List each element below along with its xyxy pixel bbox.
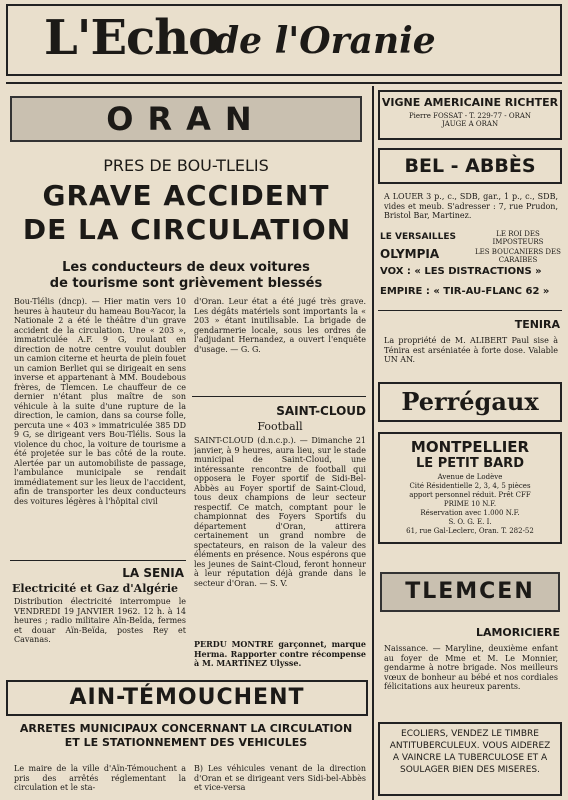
bel-abbes-banner: BEL - ABBÈS xyxy=(378,148,562,184)
la-senia-notice: Distribution électricité interrompue le VENDREDI 19 JANVIER 1962. 12 h. à 14 heures ; radio militaire Aïn-Beïda, fermes et douar Aïn-Beïda, postes Rey et Cavanas. xyxy=(14,597,186,643)
cinema-empire: EMPIRE : « TIR-AU-FLANC 62 » xyxy=(380,286,550,297)
masthead-divider xyxy=(6,82,562,84)
ain-headline-line2: ET LE STATIONNEMENT DES VEHICULES xyxy=(64,736,308,749)
oran-subhead-line2: de tourisme sont grièvement blessés xyxy=(49,276,323,291)
oran-section-banner: ORAN xyxy=(10,96,362,142)
ain-article-col2: B) Les véhicules venant de la direction d'Oran et se dirigeant vers Sidi-bel-Abbès et vice-versa xyxy=(194,764,366,792)
montpellier-title: MONTPELLIER xyxy=(410,438,530,456)
saint-cloud-subtitle: Football xyxy=(257,420,303,433)
la-senia-title: LA SENIA xyxy=(122,566,184,580)
vigne-ad-line1: Pierre FOSSAT - T. 229-77 - ORAN xyxy=(408,112,532,120)
montpellier-line5: Réservation avec 1.000 N.F. xyxy=(420,509,520,517)
saint-cloud-article: SAINT-CLOUD (d.n.c.p.). — Dimanche 21 janvier, à 9 heures, aura lieu, sur le stade municipal de Saint-Cloud, une intéressante rencontre de football qui opposera le Foyer sportif de Sidi-Bel-Abbès au Foyer sportif de Saint-Cloud, tous deux champions de leur secteur respectif. Ce match, comptant pour le championnat des Foyers Sportifs du département d'Oran, attirera certainement un grand nombre de spectateurs, en raison de la valeur des éléments en présence. Nous espérons que les jeunes de Saint-Cloud, feront honneur à leur réputation déjà grande dans le secteur d'Oran. — S. V. xyxy=(194,436,366,588)
cinema-versailles: LE VERSAILLES xyxy=(380,232,456,242)
petit-bard-title: LE PETIT BARD xyxy=(416,456,524,471)
la-senia-subtitle: Electricité et Gaz d'Algérie xyxy=(12,582,179,595)
masthead-title-part1: L'Echo xyxy=(44,10,220,66)
montpellier-line7: 61, rue Gal-Leclerc, Oran. T. 282-52 xyxy=(406,527,534,535)
lamoriciere-birth-notice: Naissance. — Maryline, deuxième enfant au foyer de Mme et M. Le Monnier, gendarme à notre brigade. Nos meilleurs vœux de bonheur au bébé et nos cordiales félicitations aux heureux parents. xyxy=(384,644,558,691)
saint-cloud-divider xyxy=(192,396,366,397)
perregaux-banner: Perrégaux xyxy=(378,382,562,422)
masthead xyxy=(6,4,562,76)
cinema-olympia: OLYMPIA xyxy=(380,247,440,261)
montpellier-line3: apport personnel réduit. Prêt CFF xyxy=(409,491,531,499)
vigne-americaine-ad xyxy=(378,90,562,140)
montpellier-line2: Cité Résidentielle 2, 3, 4, 5 pièces xyxy=(409,482,531,490)
oran-article-col1: Bou-Tlélis (dncp). — Hier matin vers 10 heures à hauteur du hameau Bou-Yacor, la Nationale 2 a été le théâtre d'un grave accident de la circulation. Une « 203 », immatriculée A.F. 9 G, roulant en direction de notre centre voulut doubler un camion citerne et heurta de plein fouet un camion Berliet qui se dirigeait en sens inverse et appartenant à MM. Boudebous frères, de Tlemcen. Le chauffeur de ce dernier n'étant plus maître de son véhicule à la suite d'une rupture de la direction, le camion, dans sa course folle, percuta une « 403 » immatriculée 385 DD 9 G, se dirigeant vers Bou-Tlélis. Sous la violence du choc, la voiture de tourisme a été projetée sur le bas côté de la route. Alertée par un automobiliste de passage, l'ambulance municipale se rendait immédiatement sur les lieux de l'accident, afin de transporter les deux conducteurs des voitures légères à l'hôpital civil xyxy=(14,297,186,506)
tlemcen-banner: TLEMCEN xyxy=(380,572,560,612)
oran-subhead-line1: Les conducteurs de deux voitures xyxy=(62,260,310,275)
la-senia-divider xyxy=(10,560,186,561)
montpellier-line1: Avenue de Lodève xyxy=(437,473,503,481)
bel-abbes-rental-ad: A LOUER 3 p., c., SDB, gar., 1 p., c., SDB, vides et meub. S'adresser : 7, rue Prudon, Bristol Bar, Martinez. xyxy=(384,192,558,220)
oran-headline-line1: GRAVE ACCIDENT xyxy=(42,179,330,212)
tenira-title: TENIRA xyxy=(514,318,560,331)
oran-headline-line2: DE LA CIRCULATION xyxy=(22,213,352,246)
vigne-ad-line2: JAUGE A ORAN xyxy=(441,120,499,128)
ecoliers-stamp-ad: ECOLIERS, VENDEZ LE TIMBRE ANTITUBERCULEUX. VOUS AIDEREZ A VAINCRE LA TUBERCULOSE ET A SOULAGER BIEN DES MISERES. xyxy=(378,722,562,796)
lamoriciere-title: LAMORICIERE xyxy=(475,626,560,639)
saint-cloud-title: SAINT-CLOUD xyxy=(276,404,366,418)
ain-article-col1: Le maire de la ville d'Aïn-Témouchent a pris des arrêtés réglementant la circulation et le sta- xyxy=(14,764,186,792)
ain-headline-line1: ARRETES MUNICIPAUX CONCERNANT LA CIRCULATION xyxy=(19,722,353,735)
oran-article-col2: d'Oran. Leur état a été jugé très grave. Les dégâts matériels sont importants la « 203 » étant inutilisable. La brigade de gendarmerie locale, sous les ordres de l'adjudant Hernandez, a ouvert l'enquête d'usage. — G. G. xyxy=(194,297,366,354)
cinema-vox: VOX : « LES DISTRACTIONS » xyxy=(380,266,542,277)
montpellier-ad xyxy=(378,432,562,544)
oran-kicker: PRES DE BOU-TLELIS xyxy=(103,156,269,175)
tenira-notice: La propriété de M. ALIBERT Paul sise à Ténira est arséniatée à forte dose. Valable UN AN. xyxy=(384,336,558,364)
lost-watch-notice: PERDU MONTRE garçonnet, marque Herma. Rapporter contre récompense à M. MARTINEZ Ulysse. xyxy=(194,640,366,668)
vigne-ad-title: VIGNE AMERICAINE RICHTER xyxy=(381,96,559,109)
column-divider xyxy=(372,86,374,800)
ain-temouchent-banner: AIN-TÉMOUCHENT xyxy=(6,680,368,716)
tenira-divider xyxy=(378,310,562,311)
masthead-title-part2: de l'Oranie xyxy=(214,20,436,62)
montpellier-line6: S. O. G. E. I. xyxy=(448,518,492,526)
cinema-olympia-film: LES BOUCANIERS DES CARAIBES xyxy=(475,248,561,264)
montpellier-line4: PRIME 10 N.F. xyxy=(443,500,497,508)
cinema-versailles-film: LE ROI DES IMPOSTEURS xyxy=(492,230,544,246)
